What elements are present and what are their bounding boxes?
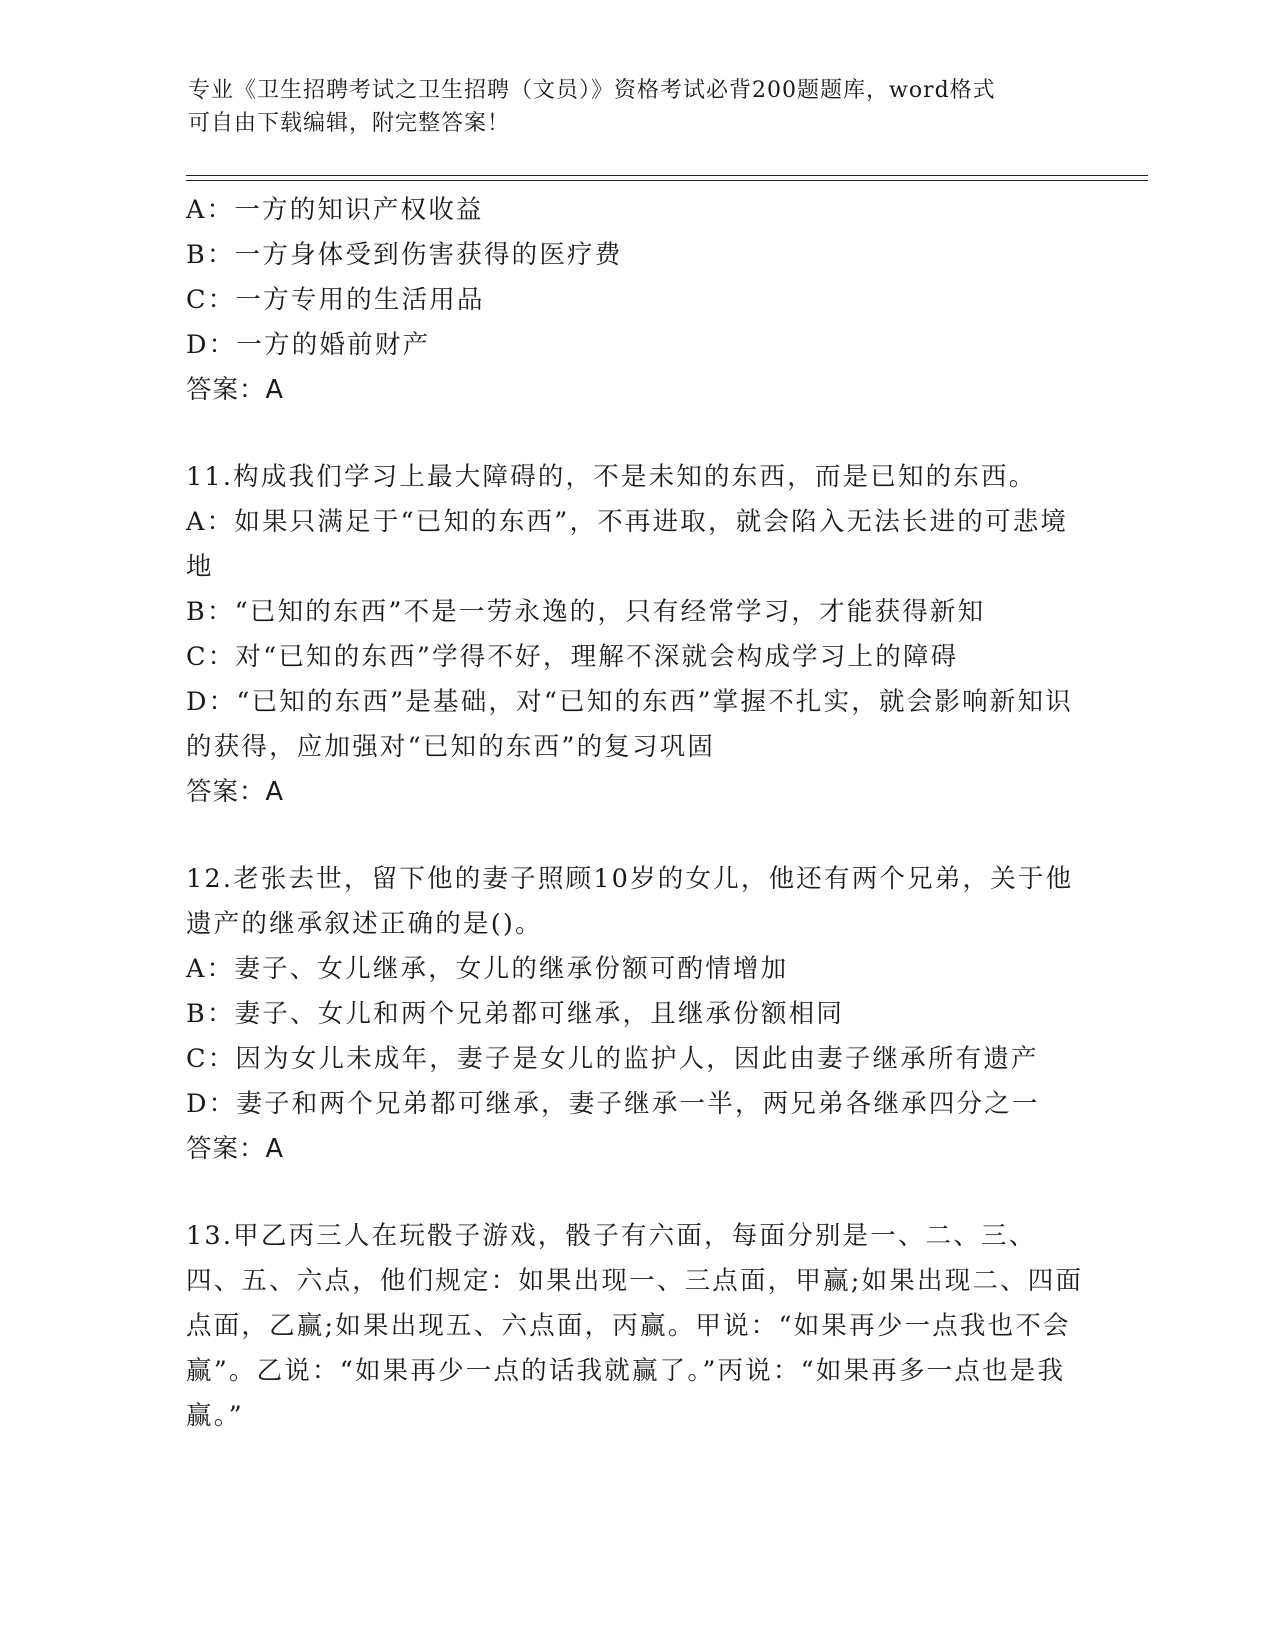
header-divider — [186, 175, 1148, 181]
option-b: B：妻子、女儿和两个兄弟都可继承，且继承份额相同 — [186, 999, 845, 1029]
question-13 — [186, 1214, 1086, 1439]
document-header — [188, 74, 1088, 140]
option-c: C：因为女儿未成年，妻子是女儿的监护人，因此由妻子继承所有遗产 — [186, 1044, 1039, 1074]
question-stem: 12.老张去世，留下他的妻子照顾10岁的女儿，他还有两个兄弟，关于他遗产的继承叙述正确的是()。 — [186, 864, 1074, 939]
option-a: A：如果只满足于“已知的东西”，不再进取，就会陷入无法长进的可悲境地 — [186, 507, 1069, 582]
answer: 答案：A — [186, 1134, 284, 1164]
question-12 — [186, 857, 1086, 1172]
answer: 答案：A — [186, 375, 284, 405]
option-c: C：对“已知的东西”学得不好，理解不深就会构成学习上的障碍 — [186, 642, 959, 672]
question-11 — [186, 455, 1086, 815]
header-title-line-1: 专业《卫生招聘考试之卫生招聘（文员）》资格考试必背200题题库，word格式 — [188, 78, 996, 103]
header-title-line-2: 可自由下载编辑，附完整答案！ — [188, 111, 511, 136]
option-b: B：“已知的东西”不是一劳永逸的，只有经常学习，才能获得新知 — [186, 597, 986, 627]
answer: 答案：A — [186, 777, 284, 807]
question-10 — [186, 188, 1086, 413]
question-stem: 13.甲乙丙三人在玩骰子游戏，骰子有六面，每面分别是一、二、三、四、五、六点，他们规定：如果出现一、三点面，甲赢;如果出现二、四面点面，乙赢;如果出现五、六点面，丙赢。甲说：“如果再少一点我也不会赢”。乙说：“如果再少一点的话我就赢了。”丙说：“如果再多一点也是我赢。” — [186, 1221, 1084, 1431]
option-b: B：一方身体受到伤害获得的医疗费 — [186, 240, 623, 270]
question-stem: 11.构成我们学习上最大障碍的，不是未知的东西，而是已知的东西。 — [186, 462, 1037, 492]
option-a: A：妻子、女儿继承，女儿的继承份额可酌情增加 — [186, 954, 789, 984]
option-c: C：一方专用的生活用品 — [186, 285, 485, 315]
question-content — [186, 188, 1086, 1439]
option-a: A：一方的知识产权收益 — [186, 195, 484, 225]
option-d: D：一方的婚前财产 — [186, 330, 431, 360]
option-d: D：妻子和两个兄弟都可继承，妻子继承一半，两兄弟各继承四分之一 — [186, 1089, 1040, 1119]
option-d: D：“已知的东西”是基础，对“已知的东西”掌握不扎实，就会影响新知识的获得，应加强对“已知的东西”的复习巩固 — [186, 687, 1073, 762]
